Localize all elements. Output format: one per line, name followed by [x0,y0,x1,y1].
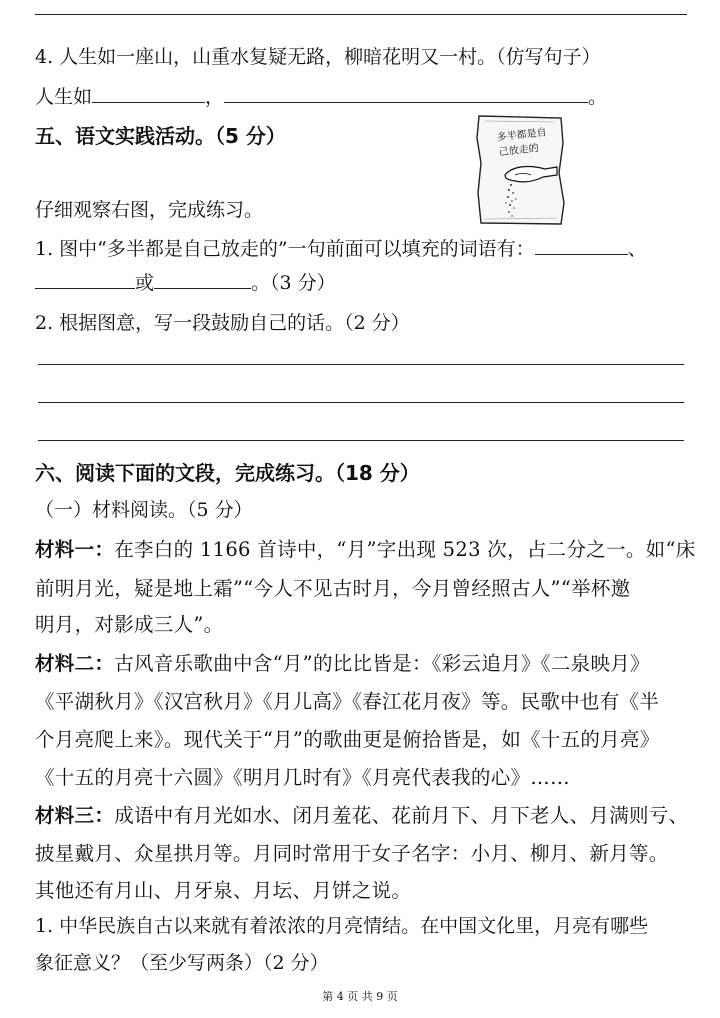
section5-q1-sep: 、 [627,238,647,260]
illustration [475,113,567,227]
answer-line-2[interactable] [38,402,684,403]
q4-answer-line [35,82,607,109]
material1-line1 [35,534,696,562]
section5-q1-blank-1[interactable] [535,234,628,255]
top-rule [35,14,687,15]
section5-q1-text: 1. 图中“多半都是自己放走的”一句前面可以填充的词语有： [35,238,535,260]
section5-q1-blank-2[interactable] [35,268,135,289]
material2-line2: 《平湖秋月》《汉宫秋月》《月儿高》《春江花月夜》等。民歌中也有《半 [35,690,660,713]
caption-line-2: 己放走的 [498,143,540,159]
material1-label: 材料一： [35,538,115,561]
q4-end: 。 [588,86,608,108]
q4-comma: ， [205,86,225,108]
material3-text-1: 成语中有月光如水、闭月羞花、花前月下、月下老人、月满则亏、 [114,804,689,827]
q4-prompt: 4. 人生如一座山，山重水复疑无路，柳暗花明又一村。（仿写句子） [35,46,601,68]
material2-line3: 个月亮爬上来》。现代关于“月”的歌曲更是俯拾皆是，如《十五的月亮》 [35,728,660,751]
material1-line3: 明月，对影成三人”。 [35,613,224,636]
material2-label: 材料二： [35,652,115,675]
q4-lead: 人生如 [35,86,93,108]
material3-line2: 披星戴月、众星拱月等。月同时常用于女子名字：小月、柳月、新月等。 [35,842,669,865]
material3-line1 [35,800,688,828]
section5-q1-blank-3[interactable] [154,268,251,289]
material1-text-1: 在李白的 1166 首诗中，“月”字出现 523 次，占二分之一。如“床 [114,538,696,561]
answer-line-3[interactable] [38,440,684,441]
section5-q2: 2. 根据图意，写一段鼓励自己的话。（2 分） [35,312,410,334]
section5-q1-tail: 。（3 分） [251,272,336,294]
section5-intro: 仔细观察右图，完成练习。 [35,199,264,221]
section6-q1-line2: 象征意义？（至少写两条）（2 分） [35,952,329,974]
section6-heading: 六、阅读下面的文段，完成练习。（18 分） [35,461,420,485]
section5-heading: 五、语文实践活动。（5 分） [35,124,286,148]
answer-line-1[interactable] [38,364,684,365]
material2-text-1: 古风音乐歌曲中含“月”的比比皆是：《彩云追月》《二泉映月》 [114,652,650,675]
material1-line2: 前明月光，疑是地上霜”“今人不见古时月，今月曾经照古人”“举杯邀 [35,577,631,600]
section6-q1-line1: 1. 中华民族自古以来就有着浓浓的月亮情结。在中国文化里，月亮有哪些 [35,915,649,937]
section5-q1-line2 [35,268,336,295]
caption-line-1: 多半都是自 [496,127,548,144]
section5-q1-or: 或 [135,272,155,294]
page-footer: 第 4 页 共 9 页 [322,990,398,1003]
material3-label: 材料三： [35,804,115,827]
q4-blank-1[interactable] [92,82,205,103]
q4-blank-2[interactable] [224,82,588,103]
material2-line4: 《十五的月亮十六圆》《明月几时有》《月亮代表我的心》…… [35,766,570,789]
section5-q1-line1 [35,234,647,261]
hand-releasing-sand-icon [475,113,567,227]
material2-line1 [35,648,650,676]
material3-line3: 其他还有月山、月牙泉、月坛、月饼之说。 [35,879,412,902]
section6-sub: （一）材料阅读。（5 分） [35,499,253,521]
